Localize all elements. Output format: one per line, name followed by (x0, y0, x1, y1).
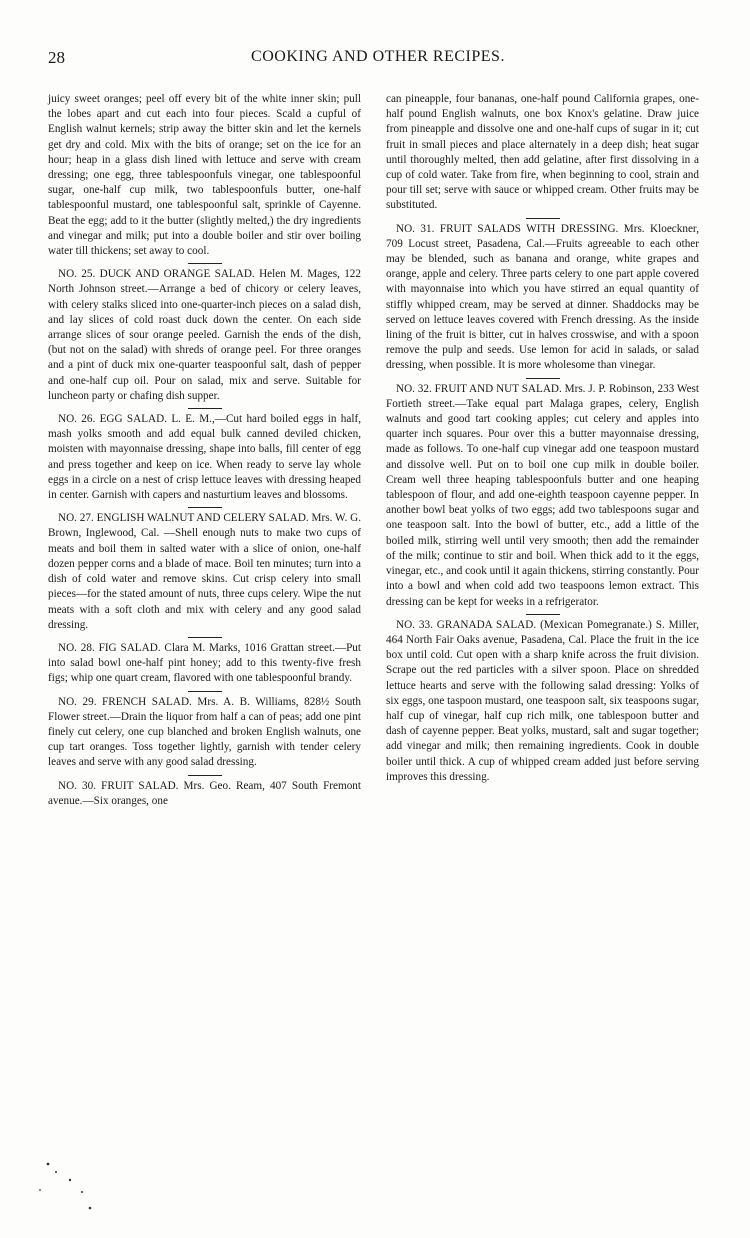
recipe-continuation: juicy sweet oranges; peel off every bit of the white inner skin; pull the lobes apart and cut each into four pieces. Scald a cupful of English walnut kernels; strip away the bitter skin and let the kernels get dry and cold. Mix with the bits of orange; set on the ice for an hour; heap in a glass dish lined with lettuce and serve with cream dressing; one egg, three tablespoonfuls vinegar, one tablespoonful sugar, one-half cup milk, two tablespoonfuls butter, one-half tablespoonful mustard, one tablespoonful salt, sprinkle of Cayenne. Beat the egg; add to it the butter (slightly melted,) the dry ingredients and vinegar and milk; put into a double boiler and stir over boiling water till thickens; set away to cool. (48, 93, 361, 258)
separator-rule (526, 378, 560, 379)
separator-rule (526, 614, 560, 615)
recipe-26-egg-salad: NO. 26. EGG SALAD. L. E. M.,—Cut hard boiled eggs in half, mash yolks smooth and add equal bulk canned deviled chicken, moisten with mayonnaise dressing, shape into balls, fill center of egg and press together and keep on ice. When ready to serve lay whole eggs in a circle on a nest of crisp lettuce leaves with dressing heaped in center. Garnish with capers and nasturtium leaves and blossoms. (48, 413, 361, 502)
recipe-32-fruit-nut-salad: NO. 32. FRUIT AND NUT SALAD. Mrs. J. P. Robinson, 233 West Fortieth street.—Take equal part Malaga grapes, celery, English walnuts and good tart cooking apples; cut celery and apples into quarter inch squares. Pour over this a butter mayonnaise dressing, made as follows. To one-half cup vinegar add one teaspoon mustard and dissolve well. Put on to boil one cup milk in double boiler. Cream well three heaping tablespoonfuls butter and one heaping tablespoon of flour, and add one-eighth teaspoon cayenne pepper. In another bowl beat yolks of two eggs; add two tablespoons sugar and one teaspoon salt. Into the bowl of butter, etc., add a little of the boiled milk, stirring well until very smooth; then add the remainder of the milk; continue to stir and boil. When thick add to it the eggs, vinegar, etc., and cook until it again thickens, stirring constantly. Pour into a bowl and when cold add two teaspoons lemon extract. This dressing can be kept for weeks in a refrigerator. (386, 382, 699, 608)
separator-rule (188, 408, 222, 409)
separator-rule (188, 507, 222, 508)
recipe-31-fruit-salads-dressing: NO. 31. FRUIT SALADS WITH DRESSING. Mrs. Kloeckner, 709 Locust street, Pasadena, Cal.—Fruits agreeable to each other may be blended, such as banana and orange, white grapes and orange, apple and celery. Three parts celery to one part apple covered with mayonnaise into which you have stirred an equal quantity of stiffly whipped cream, may be served at dinner. Shaddocks may be served on lettuce leaves covered with French dressing. As the inside lining of the fruit is bitter, cut in halves crosswise, and with a spoon remove the pulp and seeds. Use lemon for acid in salads, or salad dressing, when possible. It is more wholesome than vinegar. (386, 222, 699, 372)
recipe-30-continuation: can pineapple, four bananas, one-half pound California grapes, one-half pound English walnuts, one box Knox's gelatine. Draw juice from pineapple and dissolve one and one-half cups of sugar in it; cut fruit in small pieces and place alternately in a deep dish; heat sugar until thoroughly melted, then add gelatine, after first dissolving in a cup of cold water. Take from fire, when beginning to cool, strain and pour till set; serve with sauce or whipped cream. Other fruits may be substituted. (386, 93, 699, 212)
recipe-28-fig-salad: NO. 28. FIG SALAD. Clara M. Marks, 1016 Grattan street.—Put into salad bowl one-half pint honey; add to this twenty-five fresh figs; whip one quart cream, flavored with one tablespoonful brandy. (48, 641, 361, 685)
recipe-30-fruit-salad: NO. 30. FRUIT SALAD. Mrs. Geo. Ream, 407 South Fremont avenue.—Six oranges, one (48, 779, 361, 807)
page-header (48, 48, 708, 74)
recipe-27-walnut-celery-salad: NO. 27. ENGLISH WALNUT AND CELERY SALAD. Mrs. W. G. Brown, Inglewood, Cal. —Shell enough nuts to make two cups of meats and boil them in salted water with a slice of onion, one-half dozen pepper corns and a blade of mace. Boil ten minutes; turn into a dish of cold water and remove skins. Cut crisp celery into small pieces—for the stated amount of nuts, three cups celery. Wipe the nut meats with a soft cloth and mix with celery and any good salad dressing. (48, 512, 361, 631)
scan-specks (30, 1150, 150, 1230)
running-title: COOKING AND OTHER RECIPES. (251, 48, 505, 65)
separator-rule (188, 775, 222, 776)
separator-rule (526, 218, 560, 219)
right-column (386, 92, 699, 785)
separator-rule (188, 691, 222, 692)
page-number: 28 (48, 48, 65, 67)
recipe-25-duck-orange-salad: NO. 25. DUCK AND ORANGE SALAD. Helen M. Mages, 122 North Johnson street.—Arrange a bed of chicory or celery leaves, with celery stalks sliced into one-quarter-inch pieces on a salad dish, and lay slices of cold roast duck down the center. On each side arrange slices of sour orange peeled. Garnish the ends of the dish, (but not on the salad) with shreds of orange peel. For three oranges and a pint of duck mix one-quarter teaspoonful salt, dash of pepper and one-half cup oil. Pour on salad, mix and serve. Suitable for luncheon party or chafing dish supper. (48, 268, 361, 402)
separator-rule (188, 263, 222, 264)
recipe-33-granada-salad: NO. 33. GRANADA SALAD. (Mexican Pomegranate.) S. Miller, 464 North Fair Oaks avenue, Pasadena, Cal. Place the fruit in the ice box until cold. Cut open with a sharp knife across the fruit division. Scrape out the red particles with a silver spoon. Place on shredded lettuce hearts and serve with the following salad dressing: Yolks of six eggs, one taspoon mustard, one teaspoon salt, six teaspoons sugar, half cup of vinegar, half cup rich milk, one tablespoon butter and dash of cayenne pepper. Beat yolks, mustard, salt and sugar together; add vinegar and milk; then remaining ingredients. Cook in double boiler until thick. A cup of whipped cream added just before serving improves this dressing. (386, 618, 699, 783)
left-column (48, 92, 361, 809)
separator-rule (188, 637, 222, 638)
recipe-29-french-salad: NO. 29. FRENCH SALAD. Mrs. A. B. Williams, 828½ South Flower street.—Drain the liquor from half a can of peas; add one pint finely cut celery, one cup blanched and broken English walnuts, one cup tart oranges. Toss together lightly, garnish with tender celery leaves and serve with any good salad dressing. (48, 695, 361, 769)
